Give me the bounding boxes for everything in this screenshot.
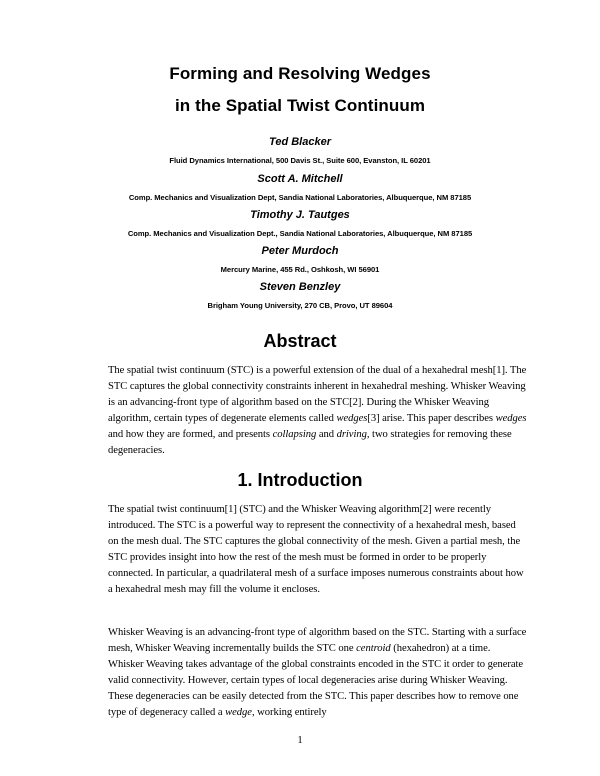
abstract-emphasis: wedges [495, 413, 527, 425]
page-number: 1 [297, 735, 303, 746]
author-affiliation: Brigham Young University, 270 CB, Provo, UT 89604 [207, 301, 393, 310]
author-name: Steven Benzley [259, 281, 341, 293]
paper-title-line-1: Forming and Resolving Wedges [169, 64, 431, 83]
author-name: Peter Murdoch [261, 245, 339, 257]
author-name: Timothy J. Tautges [250, 209, 350, 221]
introduction-paragraph-2 [108, 625, 528, 722]
author-affiliation: Mercury Marine, 455 Rd., Oshkosh, WI 56901 [220, 265, 380, 274]
intro-text: , working entirely [251, 707, 327, 719]
abstract-emphasis: wedges [336, 413, 368, 425]
author-affiliation: Comp. Mechanics and Visualization Dept., Sandia National Laboratories, Albuquerque, NM 87185 [127, 229, 473, 238]
abstract-text: and how they are formed, and presents [108, 429, 273, 441]
abstract-text: and [316, 429, 337, 441]
author-name: Scott A. Mitchell [257, 173, 343, 185]
author-affiliation: Fluid Dynamics International, 500 Davis St., Suite 600, Evanston, IL 60201 [169, 156, 431, 165]
intro-emphasis: wedge [225, 707, 252, 719]
abstract-text: , two strategies for removing these degeneracies. [108, 429, 512, 457]
author-name: Ted Blacker [269, 136, 331, 148]
intro-emphasis: centroid [356, 643, 391, 655]
abstract-text: [3] arise. This paper describes [367, 413, 496, 425]
abstract-heading: Abstract [263, 331, 337, 351]
intro-text: (hexahedron) at a time. Whisker Weaving takes advantage of the global constraints encoded in the STC it order to generate valid connectivity. However, certain types of local degeneracies arise during Whisker Weaving. These degeneracies can be easily detected from the STC. This paper describes how to remove one type of degeneracy called a [108, 643, 524, 719]
abstract-paragraph [108, 363, 528, 460]
paper-title-line-2: in the Spatial Twist Continuum [174, 96, 426, 115]
introduction-paragraph-1: The spatial twist continuum[1] (STC) and the Whisker Weaving algorithm[2] were recently introduced. The STC is a powerful way to represent the connectivity of a hexahedral mesh, based on the mesh dual. The STC captures the global connectivity of the mesh. Given a partial mesh, the STC provides insight into how the rest of the mesh must be formed in order to be properly connected. In particular, a quadrilateral mesh of a surface imposes numerous constraints about how a hexahedral mesh may fill the volume it encloses. [108, 504, 524, 596]
abstract-emphasis: driving [336, 429, 367, 441]
author-affiliation: Comp. Mechanics and Visualization Dept, Sandia National Laboratories, Albuquerque, NM 87185 [128, 193, 472, 202]
introduction-heading: 1. Introduction [237, 470, 363, 490]
intro-text: Whisker Weaving is an advancing-front type of algorithm based on the STC. Starting with a surface mesh, Whisker Weaving incrementally builds the STC one [108, 627, 527, 655]
abstract-text: The spatial twist continuum (STC) is a powerful extension of the dual of a hexahedral mesh[1]. The STC captures the global connectivity constraints inherent in hexahedral meshing. Whisker Weaving is an advancing-front type of algorithm based on the STC[2]. During the Whisker Weaving algorithm, certain types of degenerate elements called [108, 365, 527, 425]
abstract-emphasis: collapsing [272, 429, 317, 441]
